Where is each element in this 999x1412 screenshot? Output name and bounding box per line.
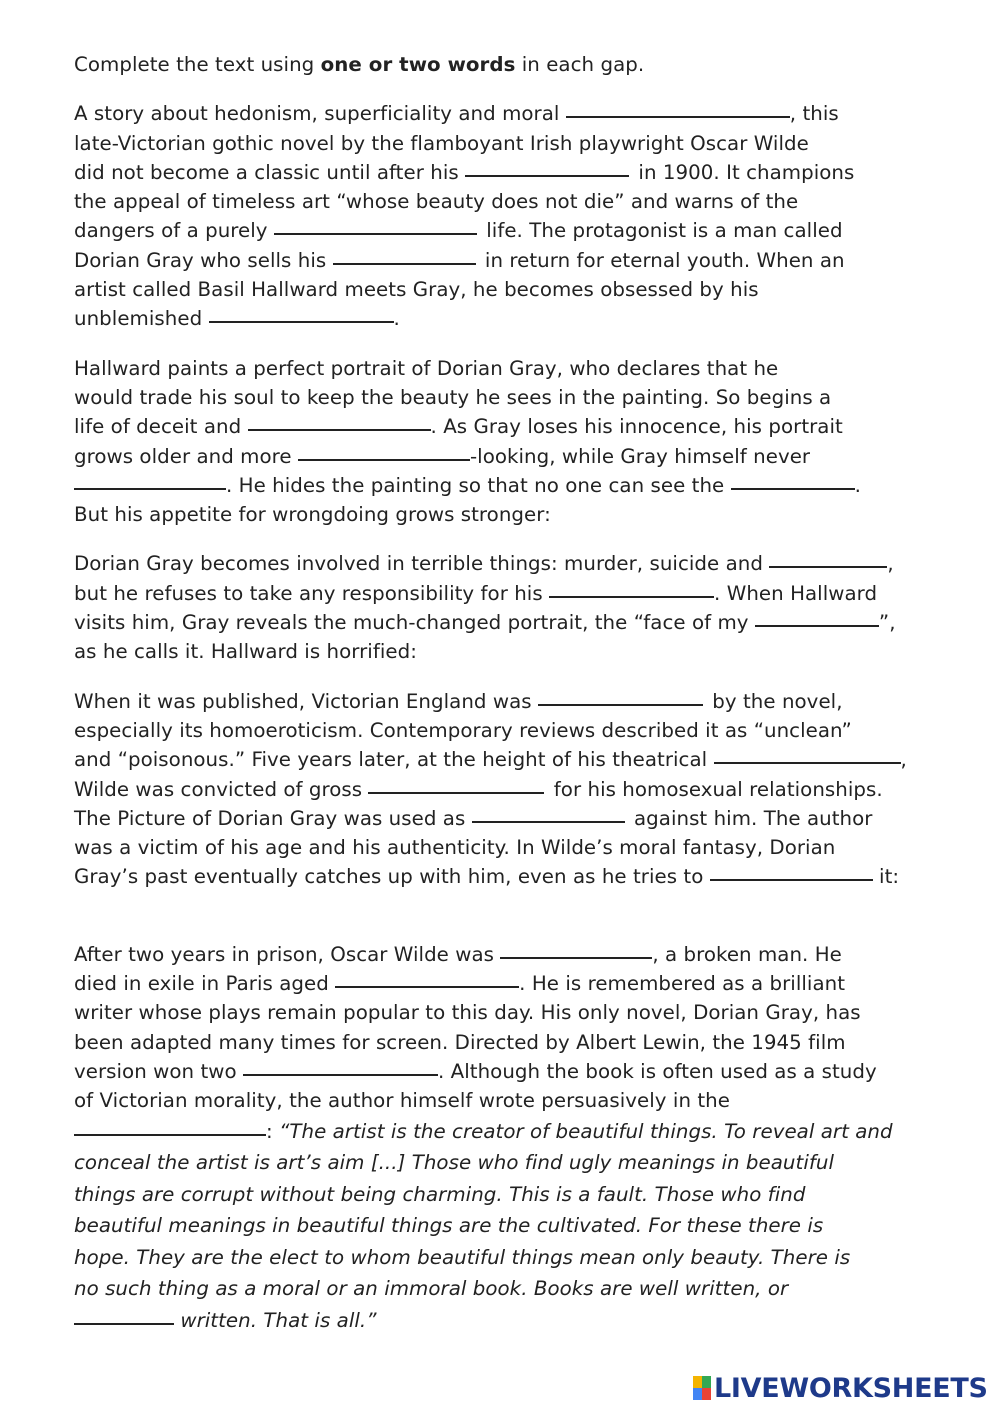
answer-gap[interactable] — [714, 762, 901, 764]
paragraph-5 — [74, 940, 974, 1336]
text-line: late-Victorian gothic novel by the flamboyant Irish playwright Oscar Wilde — [74, 131, 809, 155]
text-line: writer whose plays remain popular to this day. His only novel, Dorian Gray, has — [74, 1001, 861, 1025]
answer-gap[interactable] — [274, 233, 477, 235]
text-line: as he calls it. Hallward is horrified: — [74, 640, 417, 664]
answer-gap[interactable] — [209, 321, 394, 323]
text-line: After two years in prison, Oscar Wilde was , a broken man. He — [74, 942, 842, 966]
answer-gap[interactable] — [243, 1074, 438, 1076]
quote-line: : “The artist is the creator of beautiful things. To reveal art and — [74, 1116, 974, 1148]
text-line: Gray’s past eventually catches up with him, even as he tries to it: — [74, 865, 900, 889]
text-line: but he refuses to take any responsibility for his . When Hallward — [74, 581, 878, 605]
text-line: dangers of a purely life. The protagonist is a man called — [74, 219, 843, 243]
text-line: would trade his soul to keep the beauty he sees in the painting. So begins a — [74, 385, 832, 409]
answer-gap[interactable] — [333, 263, 476, 265]
text-line: A story about hedonism, superficiality and moral , this — [74, 102, 839, 126]
text-line: and “poisonous.” Five years later, at the height of his theatrical , — [74, 748, 907, 772]
text-line: artist called Basil Hallward meets Gray, he becomes obsessed by his — [74, 278, 759, 302]
text-line: visits him, Gray reveals the much-changed portrait, the “face of my ”, — [74, 611, 896, 635]
answer-gap[interactable] — [769, 566, 887, 568]
worksheet — [74, 50, 974, 1356]
quote-line: no such thing as a moral or an immoral book. Books are well written, or — [74, 1277, 789, 1300]
text-line: been adapted many times for screen. Directed by Albert Lewin, the 1945 film — [74, 1030, 846, 1054]
quote-line: conceal the artist is art’s aim [...] Those who find ugly meanings in beautiful — [74, 1151, 835, 1174]
text-line: Dorian Gray becomes involved in terrible things: murder, suicide and , — [74, 552, 894, 576]
instructions-emphasis: one or two words — [320, 53, 516, 76]
text-line: especially its homoeroticism. Contemporary reviews described it as “unclean” — [74, 718, 852, 742]
logo-text: LIVEWORKSHEETS — [714, 1372, 988, 1404]
answer-gap[interactable] — [74, 488, 226, 490]
quote-line: hope. They are the elect to whom beautiful things mean only beauty. There is — [74, 1245, 851, 1269]
answer-gap[interactable] — [298, 459, 470, 461]
answer-gap[interactable] — [731, 488, 855, 490]
answer-gap[interactable] — [368, 792, 544, 794]
text-line: The Picture of Dorian Gray was used as against him. The author — [74, 806, 873, 830]
paragraph-1 — [74, 99, 974, 333]
answer-gap[interactable] — [335, 986, 519, 988]
liveworksheets-logo — [693, 1374, 988, 1402]
quote-line: beautiful meanings in beautiful things are the cultivated. For these there is — [74, 1214, 824, 1237]
answer-gap[interactable] — [465, 175, 629, 177]
text-line: of Victorian morality, the author himself wrote persuasively in the — [74, 1089, 730, 1113]
text-line: Hallward paints a perfect portrait of Dorian Gray, who declares that he — [74, 356, 779, 380]
instructions — [74, 50, 974, 79]
answer-gap[interactable] — [74, 1323, 174, 1325]
answer-gap[interactable] — [248, 429, 431, 431]
text-line: grows older and more -looking, while Gray himself never — [74, 444, 811, 468]
text-line: version won two . Although the book is often used as a study — [74, 1059, 877, 1083]
text-line: the appeal of timeless art “whose beauty does not die” and warns of the — [74, 190, 799, 214]
answer-gap[interactable] — [500, 957, 652, 959]
instructions-text: Complete the text using — [74, 53, 321, 76]
answer-gap[interactable] — [566, 116, 790, 118]
quote-line: things are corrupt without being charming. This is a fault. Those who find — [74, 1182, 806, 1206]
text-line: life of deceit and . As Gray loses his innocence, his portrait — [74, 415, 843, 439]
paragraph-3 — [74, 549, 974, 666]
answer-gap[interactable] — [74, 1134, 266, 1136]
text-line: unblemished . — [74, 307, 400, 331]
answer-gap[interactable] — [538, 704, 703, 706]
text-line: Wilde was convicted of gross for his homosexual relationships. — [74, 777, 883, 801]
text-line: . He hides the painting so that no one can see the . — [74, 471, 974, 500]
answer-gap[interactable] — [472, 821, 625, 823]
text-line: When it was published, Victorian England was by the novel, — [74, 689, 843, 713]
answer-gap[interactable] — [549, 596, 714, 598]
text-line: died in exile in Paris aged . He is remembered as a brilliant — [74, 972, 846, 996]
logo-icon — [693, 1376, 711, 1400]
quote-line: written. That is all.” — [74, 1305, 974, 1337]
text-line: But his appetite for wrongdoing grows stronger: — [74, 503, 551, 527]
instructions-text: in each gap. — [515, 53, 645, 76]
answer-gap[interactable] — [755, 625, 879, 627]
text-line: was a victim of his age and his authenticity. In Wilde’s moral fantasy, Dorian — [74, 836, 836, 860]
answer-gap[interactable] — [710, 879, 873, 881]
paragraph-4 — [74, 687, 974, 892]
paragraph-2 — [74, 354, 974, 530]
text-line: did not become a classic until after his in 1900. It champions — [74, 160, 855, 184]
text-line: Dorian Gray who sells his in return for eternal youth. When an — [74, 248, 845, 272]
